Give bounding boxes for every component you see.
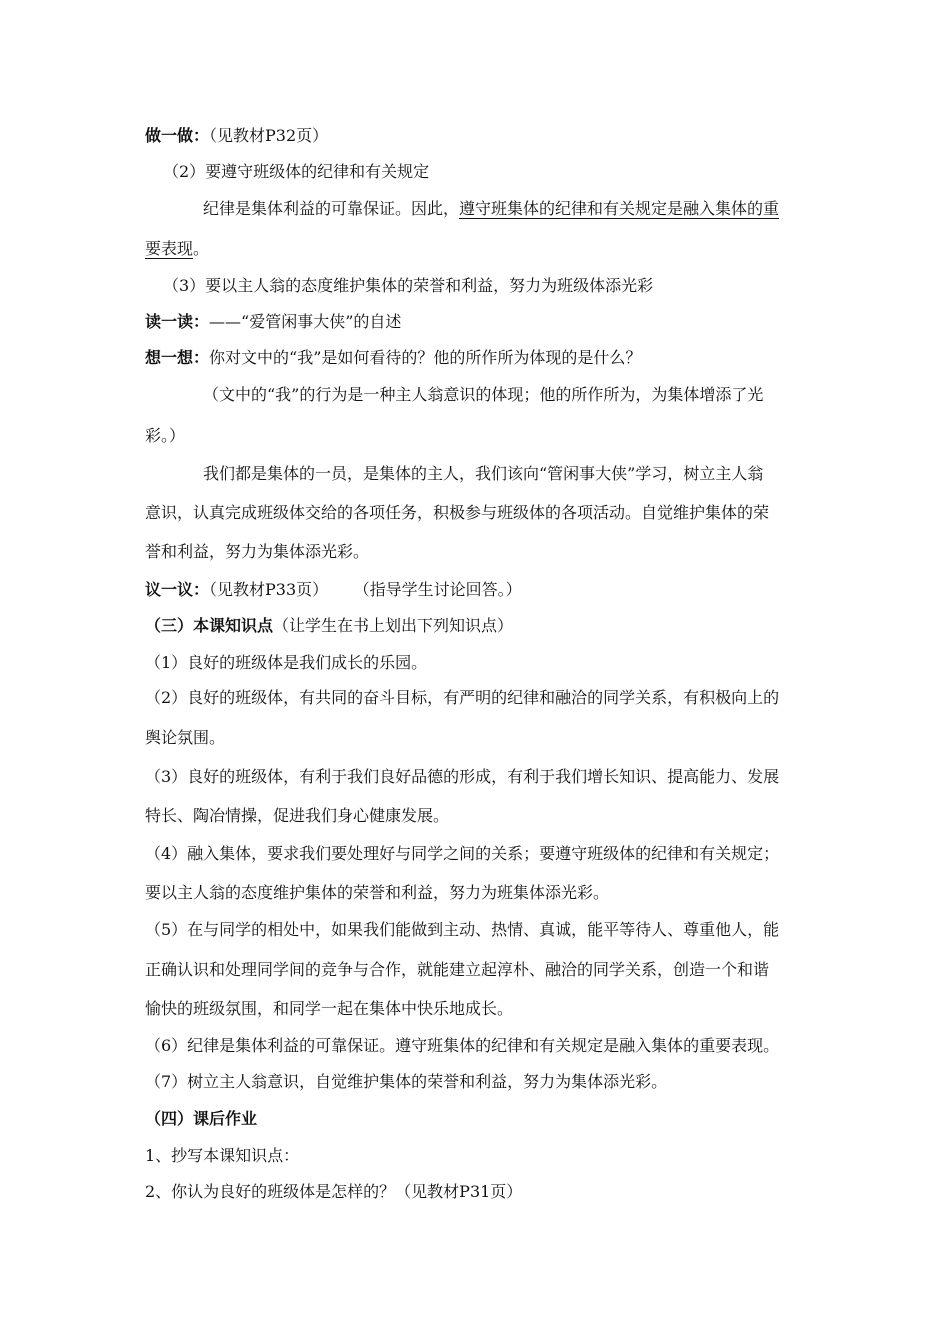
- think-it-heading: 想一想：: [145, 348, 210, 367]
- answer-line1: （文中的“我”的行为是一种主人翁意识的体现；他的所作所为，为集体增添了光: [203, 385, 764, 404]
- knowledge-point-5-line2: 正确认识和处理同学间的竞争与合作，就能建立起淳朴、融洽的同学关系，创造一个和谐: [145, 960, 770, 979]
- answer-line2: 彩。）: [145, 426, 186, 445]
- do-it-reference: （见教材P32页）: [209, 126, 329, 145]
- knowledge-point-5-line1: （5）在与同学的相处中，如果我们能做到主动、热情、真诚，能平等待人、尊重他人，能: [145, 920, 780, 939]
- knowledge-point-4-line1: （4）融入集体，要求我们要处理好与同学之间的关系；要遵守班级体的纪律和有关规定；: [145, 844, 780, 863]
- knowledge-point-3-line1: （3）良好的班级体，有利于我们良好品德的形成，有利于我们增长知识、提高能力、发展: [145, 767, 780, 786]
- subpoint-2: （2）要遵守班级体的纪律和有关规定: [163, 162, 430, 181]
- discuss-it-heading: 议一议：: [145, 580, 210, 599]
- do-it-heading: 做一做：: [145, 126, 210, 145]
- summary-paragraph-line1: 我们都是集体的一员，是集体的主人，我们该向“管闲事大侠”学习，树立主人翁: [203, 464, 764, 483]
- summary-paragraph-line2: 意识，认真完成班级体交给的各项任务，积极参与班级体的各项活动。自觉维护集体的荣: [145, 503, 770, 522]
- discipline-paragraph-line2: 要表现。: [145, 239, 210, 258]
- knowledge-point-2-line1: （2）良好的班级体，有共同的奋斗目标，有严明的纪律和融洽的同学关系，有积极向上的: [145, 688, 780, 707]
- discuss-it-line: [145, 580, 522, 600]
- think-it-line: [145, 348, 641, 368]
- knowledge-point-4-line2: 要以主人翁的态度维护集体的荣誉和利益，努力为班集体添光彩。: [145, 883, 610, 902]
- discipline-paragraph-line1: 纪律是集体利益的可靠保证。因此，遵守班集体的纪律和有关规定是融入集体的重: [203, 199, 780, 218]
- read-it-heading: 读一读：: [145, 312, 210, 331]
- homework-item-1: 1、抄写本课知识点：: [145, 1146, 300, 1165]
- do-it-line: [145, 126, 328, 146]
- section-3-heading: （三）本课知识点: [145, 616, 274, 635]
- read-it-line: [145, 312, 401, 332]
- underlined-key-sentence: 遵守班集体的纪律和有关规定是融入集体的重: [459, 199, 780, 218]
- section-4-heading: （四）课后作业: [145, 1109, 258, 1128]
- underlined-key-sentence-end: 要表现: [145, 239, 194, 258]
- section-3-line: [145, 616, 513, 636]
- section-3-note: （让学生在书上划出下列知识点）: [273, 616, 514, 635]
- knowledge-point-1: （1）良好的班级体是我们成长的乐园。: [145, 653, 428, 672]
- think-it-question: 你对文中的“我”是如何看待的？他的所作所为体现的是什么？: [209, 348, 642, 367]
- knowledge-point-7: （7）树立主人翁意识，自觉维护集体的荣誉和利益，努力为集体添光彩。: [145, 1072, 668, 1091]
- knowledge-point-5-line3: 愉快的班级氛围，和同学一起在集体中快乐地成长。: [145, 999, 514, 1018]
- knowledge-point-6: （6）纪律是集体利益的可靠保证。遵守班集体的纪律和有关规定是融入集体的重要表现。: [145, 1036, 780, 1055]
- read-it-title: ——“爱管闲事大侠”的自述: [209, 312, 402, 331]
- knowledge-point-2-line2: 舆论氛围。: [145, 728, 226, 747]
- summary-paragraph-line3: 誉和利益，努力为集体添光彩。: [145, 542, 370, 561]
- subpoint-3: （3）要以主人翁的态度维护集体的荣誉和利益，努力为班级体添光彩: [163, 276, 654, 295]
- knowledge-point-3-line2: 特长、陶冶情操，促进我们身心健康发展。: [145, 806, 450, 825]
- discuss-it-body: （见教材P33页） （指导学生讨论回答。）: [209, 580, 522, 599]
- homework-item-2: 2、你认为良好的班级体是怎样的？（见教材P31页）: [145, 1182, 523, 1201]
